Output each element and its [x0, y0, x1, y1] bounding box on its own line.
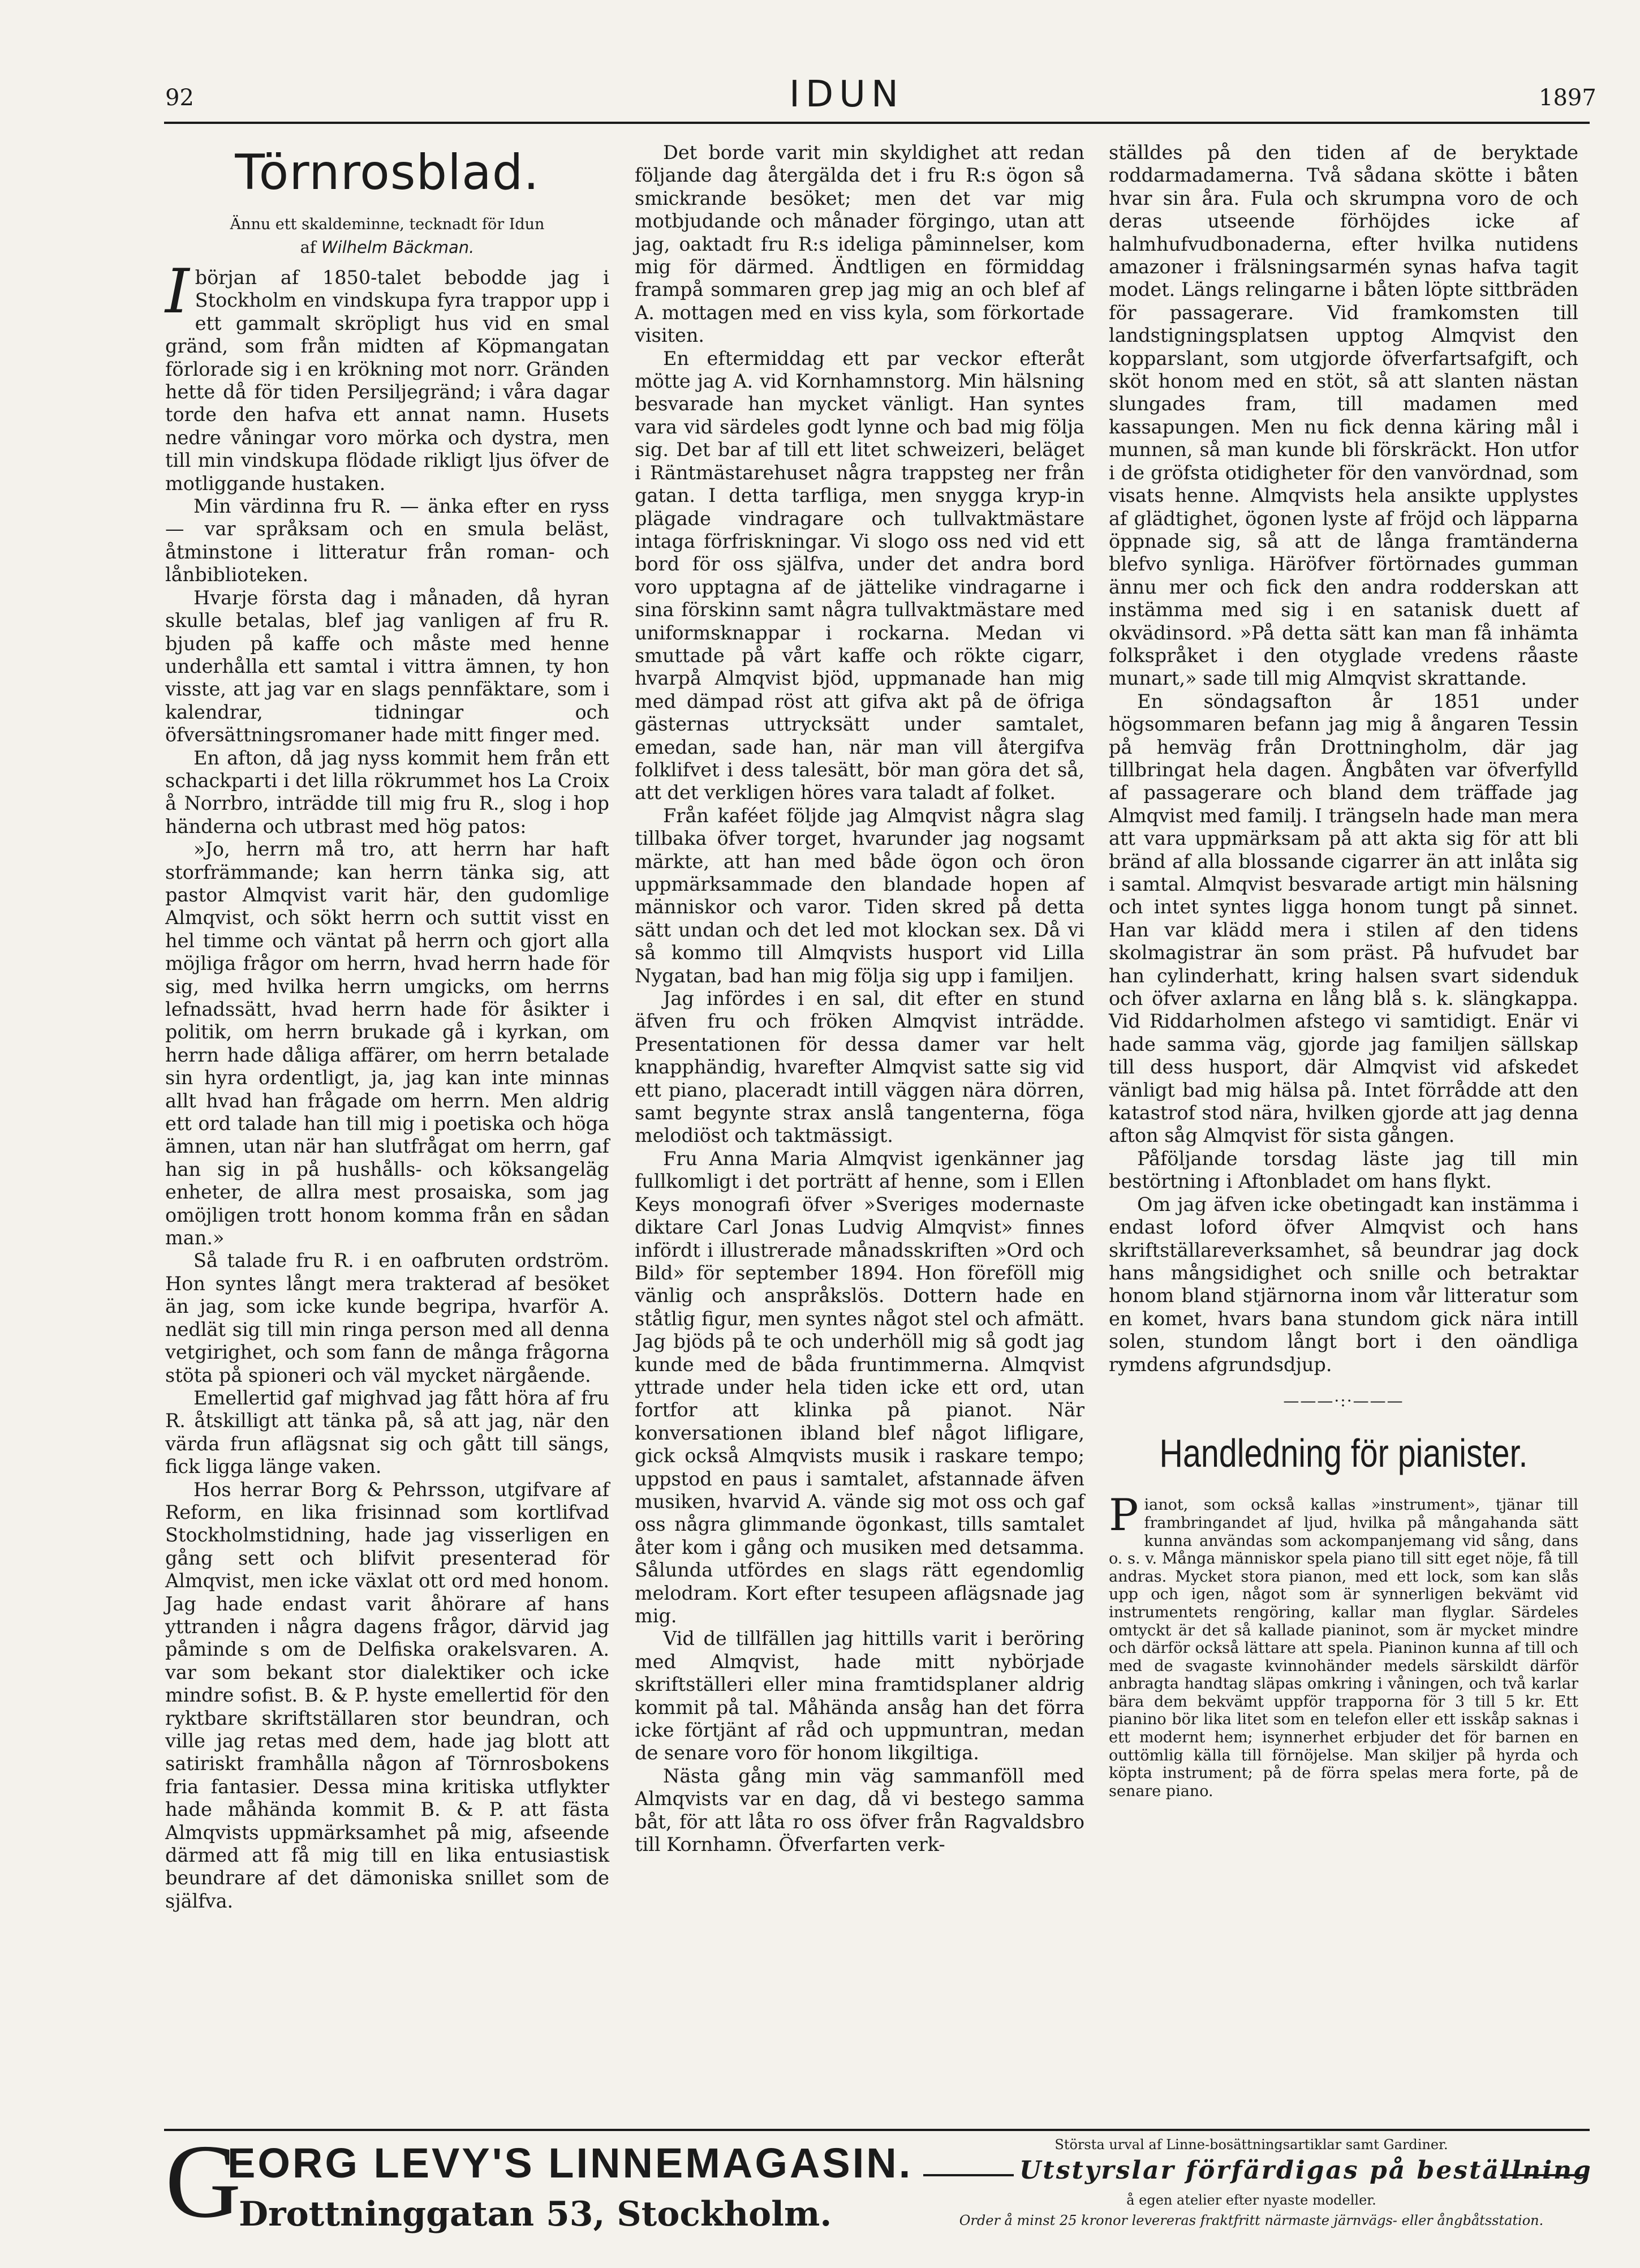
- advert-order-note: Order å minst 25 kronor levereras fraktfritt närmaste järnvägs- eller ångbåtsstation.: [959, 2213, 1544, 2228]
- advert: [165, 2123, 1592, 2246]
- advert-line-left: [923, 2174, 1014, 2176]
- advert-line-right: [1500, 2174, 1585, 2176]
- paragraph: Jag infördes i en sal, dit efter en stund äfven fru och fröken Almqvist inträdde. Presentationen för dessa damer var helt knapphändig, hvarefter Almqvist satte sig vid ett piano, placeradt intill väggen nära dörren, samt begynte strax anslå tangenterna, föga melodiöst och taktmässigt.: [635, 987, 1084, 1147]
- advert-shop-name: EORG LEVY'S LINNEMAGASIN.: [227, 2140, 913, 2187]
- paragraph: Hos herrar Borg & Pehrsson, utgifvare af Reform, en lika frisinnad som kortlifvad Stockholmstidning, hade jag visserligen en gång sett och blifvit presenterad för Almqvist, men icke växlat ott ord med honom. Jag hade endast varit åhörare af hans yttranden i några dagens frågor, därvid jag påminde s om de Delfiska orakelsvaren. A. var som bekant stor dialektiker och icke mindre sofist. B. & P. hyste emellertid för den ryktbare skriftställaren stor beundran, och ville jag retas med dem, hade jag blott att satiriskt framhålla någon af Törnrosbokens fria fantasier. Dessa mina kritiska utflykter hade måhända kommit B. & P. att fästa Almqvists uppmärksamhet på mig, afseende därmed att få mig till en lika entusiastisk beundrare af det dämoniska snillet som de själfva.: [165, 1478, 609, 1912]
- article-title: Handledning för pianister.: [1159, 1431, 1528, 1476]
- article-subtitle: Ännu ett skaldeminne, tecknadt för Idun: [230, 216, 545, 233]
- article-title: Törnrosblad.: [235, 144, 540, 201]
- paragraph: Så talade fru R. i en oafbruten ordström. Hon syntes långt mera trakterad af besöket än jag, som icke kunde begripa, hvarför A. nedlät sig till min ringa person med all denna vetgirighet, och som fann de många frågorna stöta på spioneri och väl mycket närgående.: [165, 1249, 609, 1386]
- byline-prefix: af: [300, 238, 316, 257]
- paragraph: Det borde varit min skyldighet att redan följande dag återgälda det i fru R:s ögon så smickrande besöket; men det var mig motbjudande och månader förgingo, utan att jag, oaktadt fru R:s ideliga påminnelser, kom mig för därmed. Ändtligen en förmiddag frampå sommaren grep jag mig an och blef af A. mottagen med en viss kyla, som förkortade visiten.: [635, 141, 1084, 347]
- paragraph: En eftermiddag ett par veckor efteråt mötte jag A. vid Kornhamnstorg. Min hälsning besvarade han mycket vänligt. Han syntes vara vid särdeles godt lynne och bad mig följa sig. Det bar af till ett litet schweizeri, beläget i Räntmästarehuset några trappsteg ner från gatan. I detta tarfliga, men snygga kryp-in plägade vindragare och tullvaktmästare intaga förfriskningar. Vi slogo oss ned vid ett bord för oss själfva, under det andra bord voro upptagna af de jättelike vindragarne i sina förskinn samt några tullvaktmästare med uniformsknappar i rockarna. Medan vi smuttade på vårt kaffe och rökte cigarr, hvarpå Almqvist bjöd, uppmanade han mig med dämpad röst att gifva akt på de öfriga gästernas uttrycksätt under samtalet, emedan, sade han, när man vill återgifva folklifvet i dess talesätt, bör man göra det så, att det verkligen höres vara taladt af folket.: [635, 347, 1084, 804]
- journal-name: IDUN: [789, 74, 904, 115]
- column-3: [1109, 141, 1578, 1800]
- advert-atelier: å egen atelier efter nyaste modeller.: [1126, 2192, 1376, 2208]
- article-byline: [165, 236, 609, 259]
- paragraph: En afton, då jag nyss kommit hem från ett schackparti i det lilla rökrummet hos La Croix å Norrbro, inträdde till mig fru R., slog i hop händerna och utbrast med hög patos:: [165, 746, 609, 837]
- column-2: [635, 141, 1084, 1856]
- drop-cap: I: [165, 256, 190, 327]
- column-1: [165, 144, 609, 1913]
- paragraph: I början af 1850-talet bebodde jag i Stockholm en vindskupa fyra trappor upp i ett gammalt skröpligt hus vid en smal gränd, som från midten af Köpmangatan förlorade sig i en krökning mot norr. Gränden hette då för tiden Persiljegränd; i våra dagar torde den hafva ett annat namn. Husets nedre våningar voro mörka och dystra, men till min vindskupa flödade rikligt ljus öfver de motliggande hustaken.: [165, 256, 609, 495]
- paragraph: Påföljande torsdag läste jag till min bestörtning i Aftonbladet om hans flykt.: [1109, 1147, 1578, 1193]
- advert-rule: [164, 2129, 1590, 2131]
- paragraph: ställdes på den tiden af de beryktade roddarmadamerna. Två sådana skötte i båten hvar sin åra. Fula och skrumpna voro de och deras utseende förhöjdes icke af halmhufvudbonaderna, efter hvilka nutidens amazoner i frälsningsarmén synas hafva tagit modet. Längs relingarne i båten löpte sittbräden för passagerare. Vid framkomsten till landstigningsplatsen upptog Almqvist den kopparslant, som utgjorde öfverfartsafgift, och sköt honom med en stöt, så att slanten nästan slungades fram, till madamen med kassapungen. Men nu fick denna käring mål i munnen, så man kunde bli förskräckt. Hon utfor i de gröfsta otidigheter för den vanvördnad, som visats henne. Almqvists hela ansikte upplystes af glädtighet, ögonen lyste af fröjd och läpparna öppnade sig, så att de långa framtänderna blefvo synliga. Häröfver förtörnades gumman ännu mer och fick den andra rodderskan att instämma med sig i en satanisk duett af okvädinsord. »På detta sätt kan man få inhämta folkspråket i den otyglade vredens råaste munart,» sade till mig Almqvist skrattande.: [1109, 141, 1578, 690]
- paragraph: Min värdinna fru R. — änka efter en ryss — var språksam och en smula beläst, åtminstone i litteratur från roman- och lånbiblioteken.: [165, 495, 609, 586]
- header-year: 1897: [1539, 85, 1596, 111]
- header-rule: [164, 122, 1590, 124]
- paragraph: Pianot, som också kallas »instrument», tjänar till frambringandet af ljud, hvilka på mångahanda sätt kunna användas som ackompanjemang vid sång, dans o. s. v. Många människor spela piano till sitt eget nöje, få till andras. Mycket stora pianon, med ett lock, som kan slås upp och igen, något som är synnerligen bekvämt vid instrumentets rengöring, kallar man flyglar. Särdeles omtyckt är det så kallade pianinot, som är mycket mindre och därför också lättare att spela. Pianinon kunna af till och med de svagaste kvinnohänder medels särskildt därför anbragta handtag släpas omkring i våningen, och två karlar bära dem bekvämt uppför trapporna för 3 till 5 kr. Ett pianino bör lika litet som en telefon eller ett isskåp saknas i ett modernt hem; isynnerhet erbjuder det för barnen en outtömlig källa till förnöjelse. Man skiljer på hyrda och köpta instrument; på de förra spelas mera forte, på de senare piano.: [1109, 1490, 1578, 1800]
- paragraph: Vid de tillfällen jag hittills varit i beröring med Almqvist, hade mitt nybörjade skriftställeri eller mina framtidsplaner aldrig kommit på tal. Måhända ansåg han det förra icke förtjänt af råd och uppmuntran, medan de senare voro för honom likgiltiga.: [635, 1627, 1084, 1764]
- byline-author: Wilhelm Bäckman.: [321, 238, 475, 257]
- page-number: 92: [165, 85, 194, 111]
- paragraph: Nästa gång min väg sammanföll med Almqvists var en dag, då vi bestego samma båt, för att låta ro oss öfver från Ragvaldsbro till Kornhamn. Öfverfarten verk-: [635, 1764, 1084, 1856]
- advert-address: Drottninggatan 53, Stockholm.: [239, 2194, 832, 2234]
- drop-cap: P: [1109, 1490, 1139, 1541]
- paragraph: Från kaféet följde jag Almqvist några slag tillbaka öfver torget, hvarunder jag nogsamt märkte, att han med både ögon och öron uppmärksammade den blandade hopen af människor och varor. Tiden skred på detta sätt undan och det led mot klockan sex. Då vi så kommo till Almqvists husport vid Lilla Nygatan, bad han mig följa sig upp i familjen.: [635, 804, 1084, 987]
- paragraph: Hvarje första dag i månaden, då hyran skulle betalas, blef jag vanligen af fru R. bjuden på kaffe och måste med henne underhålla ett samtal i vittra ämnen, ty hon visste, att jag var en slags pennfäktare, som i kalendrar, tidningar och öfversättningsromaner hade mitt finger med.: [165, 586, 609, 746]
- paragraph: Fru Anna Maria Almqvist igenkänner jag fullkomligt i det porträtt af henne, som i Ellen Keys monografi öfver »Sveriges modernaste diktare Carl Jonas Ludvig Almqvist» finnes infördt i illustrerade månadsskriften »Ord och Bild» för september 1894. Hon föreföll mig vänlig och anspråkslös. Dottern hade en ståtlig figur, men syntes något stel och afmätt. Jag bjöds på te och underhöll mig så godt jag kunde med de båda fruntimmerna. Almqvist yttrade under hela tiden icke ett ord, utan fortfor att klinka på pianot. När konversationen ibland blef något lifligare, gick också Almqvists musik i raskare tempo; uppstod en paus i samtalet, afstannade äfven musiken, hvarvid A. vände sig mot oss och gaf oss några glimmande ögonkast, tills samtalet åter kom i gång och musiken med detsamma. Sålunda utfördes en slags rätt egendomlig melodram. Kort efter tesupeen aflägsnade jag mig.: [635, 1147, 1084, 1627]
- paragraph: Om jag äfven icke obetingadt kan instämma i endast loford öfver Almqvist och hans skriftställareverksamhet, så beundrar jag dock hans mångsidighet och snille och betraktar honom bland stjärnorna inom vår litteratur som en komet, hvars bana stundom gick nära intill solen, stundom långt bort i den oändliga rymdens afgrundsdjup.: [1109, 1193, 1578, 1376]
- section-divider: ———·:·———: [1283, 1391, 1404, 1410]
- paragraph: En söndagsafton år 1851 under högsommaren befann jag mig å ångaren Tessin på hemväg från Drottningholm, där jag tillbringat hela dagen. Ångbåten var öfverfylld af passagerare och bland dem träffade jag Almqvist med familj. I trängseln hade man mera att vara uppmärksam på att akta sig för att bli bränd af alla blossande cigarrer än att inlåta sig i samtal. Almqvist besvarade artigt min hälsning och intet syntes ligga honom tungt på sinnet. Han var klädd mera i stilen af den tidens skolmagistrar än som präst. På hufvudet bar han cylinderhatt, kring halsen svart sidenduk och öfver axlarna en lång blå s. k. slängkappa. Vid Riddarholmen afstego vi samtidigt. Enär vi hade samma väg, gjorde jag familjen sällskap till dess husport, där Almqvist vid afskedet vänligt bad mig hälsa på. Intet förrådde att den katastrof stod nära, hvilken gjorde att jag denna afton såg Almqvist för sista gången.: [1109, 690, 1578, 1147]
- paragraph: Emellertid gaf mighvad jag fått höra af fru R. åtskilligt att tänka på, så att jag, när den värda frun aflägsnat sig och gått till sängs, fick ligga länge vaken.: [165, 1386, 609, 1478]
- advert-assortment: Största urval af Linne-bosättningsartiklar samt Gardiner.: [1054, 2137, 1448, 2153]
- advert-initial: G: [165, 2123, 242, 2240]
- advert-tagline: Utstyrslar förfärdigas på beställning: [1019, 2156, 1592, 2185]
- paragraph: »Jo, herrn må tro, att herrn har haft storfrämmande; kan herrn tänka sig, att pastor Almqvist varit här, den gudomlige Almqvist, och sökt herrn och suttit visst en hel timme och väntat på herrn och gjort alla möjliga frågor om herrn, hvad herrn hade för sig, med hvilka herrn umgicks, om herrns lefnadssätt, hvad herrn hade för åsikter i politik, om herrn brukade gå i kyrkan, om herrn hade dåliga affärer, om herrn betalade sin hyra ordentligt, ja, jag kan inte minnas allt hvad han frågade om herrn. Men aldrig ett ord talade han till mig i poetiska och höga ämnen, utan när han slutfrågat om herrn, gaf han sig in på hushålls- och köksangeläg enheter, de allra mest prosaiska, som jag omöjligen trott honom komma från en sådan man.»: [165, 838, 609, 1249]
